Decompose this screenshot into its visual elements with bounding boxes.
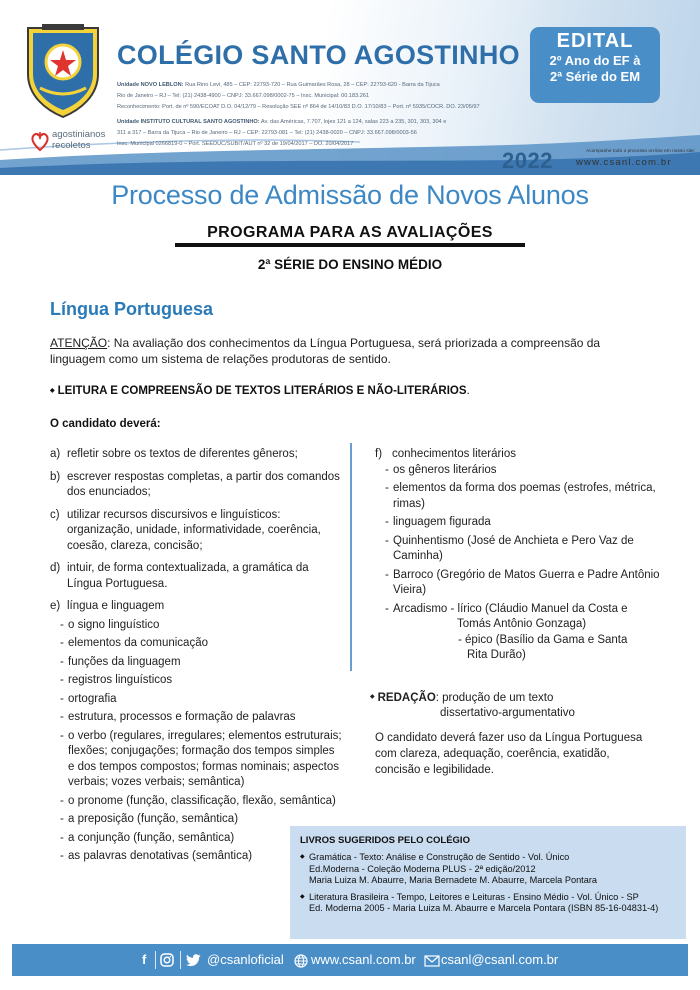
email-icon	[424, 955, 440, 967]
serie-title: 2ª SÉRIE DO ENSINO MÉDIO	[257, 257, 443, 272]
list-item: a) refletir sobre os textos de diferentes gêneros;	[50, 448, 298, 460]
edital-badge	[530, 27, 660, 103]
school-crest-logo	[22, 22, 104, 120]
sub-list-item: - Barroco (Gregório de Matos Guerra e Padre Antônio Vieira)	[385, 568, 660, 596]
list-item: b) escrever respostas completas, a partir dos comandos dos enunciados;	[50, 470, 340, 498]
suggested-books-box	[290, 826, 686, 939]
unit1-address-line-2: Rio de Janeiro – RJ – Tel: (21) 2438-4900 – CNPJ: 33.667.098/0002-75 – Insc. Municipal: 00.183.261	[117, 93, 370, 99]
attention-text: : Na avaliação dos conhecimentos da Língua Portuguesa, será priorizada a compreensão da linguagem como um sistema de relações produtoras de sentido.	[50, 336, 601, 366]
redacao-label: REDAÇÃO	[377, 691, 436, 704]
footer-separator	[155, 951, 156, 969]
edital-title: EDITAL	[556, 30, 634, 52]
header-website-link[interactable]: www.csanl.com.br	[576, 157, 672, 168]
right-column	[375, 447, 660, 664]
redacao-paragraph: O candidato deverá fazer uso da Língua Portuguesa com clareza, adequação, coerência, exatidão, concisão e legibilidade.	[375, 732, 643, 776]
year-label: 2022	[502, 148, 553, 173]
sub-list-item: - os gêneros literários	[385, 463, 497, 476]
unit2-address-line-2: 311 a 317 – Barra da Tijuca – Rio de Janeiro – RJ – CEP: 22793-081 – Tel: (21) 2438-0020 – CNPJ: 33.667.098/0003-56	[117, 130, 417, 136]
arcadismo-epico-line-2: Rita Durão)	[467, 649, 526, 661]
social-handle-link[interactable]: @csanloficial	[207, 952, 284, 967]
unit1-address-line-3: Reconhecimento: Port. de nº 590/ECOAT D.O. 04/12/79 – Resolução SEE nº 864 de 14/10/83 D.O. 17/10/83 – Port. nº 5935/COCR. DO. 23/05/97	[117, 104, 480, 110]
bullet-icon: ◆	[50, 388, 55, 395]
twitter-icon[interactable]	[186, 954, 201, 967]
arcadismo-epico-line-1: - épico (Basílio da Gama e Santa	[458, 633, 628, 646]
list-item: f) conhecimentos literários	[375, 448, 517, 460]
left-column	[50, 447, 342, 865]
attention-label: ATENÇÃO	[50, 336, 108, 350]
books-title: LIVROS SUGERIDOS PELO COLÉGIO	[300, 835, 470, 846]
instagram-icon[interactable]	[160, 953, 174, 967]
sub-list-item: - elementos da forma dos poemas (estrofes, métrica, rimas)	[385, 482, 656, 510]
sub-list-item: - linguagem figurada	[385, 516, 491, 528]
process-title: Processo de Admissão de Novos Alunos	[111, 180, 589, 210]
globe-icon	[294, 954, 308, 968]
list-item: e) língua e linguagem	[50, 600, 165, 612]
bullet-icon: ◆	[300, 893, 305, 900]
list-item: c) utilizar recursos discursivos e linguísticos: organização, unidade, informatividade, coerência, coesão, clareza, concisão;	[50, 508, 321, 552]
heart-icon	[30, 130, 50, 152]
sub-list-item: - ortografia	[60, 692, 117, 705]
column-divider	[350, 443, 352, 671]
unit2-address-line-3: Insc. Municipal 0266819-0 – Port. SEEDUC/SUBIT/AUT nº 32 de 19/04/2017 – DO. 20/04/2017	[117, 141, 354, 147]
footer-bar	[12, 944, 688, 976]
arcadismo-lirico-line-2: Tomás Antônio Gonzaga)	[457, 618, 587, 630]
follow-online-text: Acompanhe todo o processo on-line em nosso site:	[586, 149, 696, 154]
reading-topic-heading: ◆ LEITURA E COMPREENSÃO DE TEXTOS LITERÁRIOS E NÃO-LITERÁRIOS.	[50, 385, 470, 397]
sub-list-item: - o signo linguístico	[60, 618, 160, 631]
bullet-icon: ◆	[370, 694, 375, 700]
header	[0, 0, 700, 175]
list-item: d) intuir, de forma contextualizada, a gramática da Língua Portuguesa.	[50, 562, 309, 590]
sub-list-item: - registros linguísticos	[60, 674, 173, 686]
sub-list-item: - elementos da comunicação	[60, 637, 208, 649]
footer-website-link[interactable]: www.csanl.com.br	[311, 952, 416, 967]
sub-list-item: - Arcadismo - lírico (Cláudio Manuel da Costa e	[385, 602, 628, 615]
book-item: ◆ Gramática - Texto: Análise e Construção de Sentido - Vol. Único Ed.Moderna - Coleção Moderna PLUS - 2ª edição/2012 Maria Luiza M. Abaurre, Maria Bernadete M. Abaurre, Marcela Pontara	[300, 852, 598, 885]
agost-line-2: recoletos	[52, 140, 91, 151]
facebook-icon[interactable]: f	[142, 952, 147, 967]
book-item: ◆ Literatura Brasileira - Tempo, Leitores e Leituras - Ensino Médio - Vol. Único - SP Ed. Moderna 2005 - Maria Luiza M. Abaurre e Marcela Pontara (ISBN 85-16-04831-4)	[300, 891, 659, 913]
sub-list-item: - funções da linguagem	[60, 655, 181, 668]
sub-list-item: - a conjunção (função, semântica)	[60, 831, 235, 844]
program-title: PROGRAMA PARA AS AVALIAÇÕES	[175, 224, 525, 247]
redacao-section: ◆ REDAÇÃO: produção de um texto dissertativo-argumentativo	[370, 690, 660, 722]
sub-list-item: - a preposição (função, semântica)	[60, 813, 239, 825]
sub-list-item: - as palavras denotativas (semântica)	[60, 850, 253, 862]
footer-email-link[interactable]: csanl@csanl.com.br	[441, 952, 559, 967]
bullet-icon: ◆	[300, 854, 305, 860]
edital-line-1: 2º Ano do EF à	[549, 53, 641, 68]
unit1-address-line-1: Unidade NOVO LEBLON: Rua Rino Levi, 485 – CEP: 22793-720 – Rua Guimarães Rosa, 28 – CEP: 22793-620 - Barra da Tijuca	[117, 82, 440, 88]
sub-list-item: - o verbo (regulares, irregulares; elementos estruturais; flexões; conjugações; formação dos tempos simples e dos tempos compostos; formas nominais; aspectos verbais; vozes verbais; semântica)	[60, 729, 342, 788]
attention-paragraph	[50, 335, 655, 367]
redacao-text-line-2: dissertativo-argumentativo	[440, 707, 575, 720]
unit2-address-line-1: Unidade INSTITUTO CULTURAL SANTO AGOSTINHO: Av. das Américas, 7.707, lojes 121 a 124, salas 223 a 235, 301, 303, 304 e	[117, 119, 447, 125]
candidate-heading: O candidato deverá:	[50, 418, 161, 430]
school-name: COLÉGIO SANTO AGOSTINHO	[117, 40, 520, 70]
footer-separator	[180, 951, 181, 969]
edital-line-2: 2ª Série do EM	[549, 69, 641, 84]
subject-heading: Língua Portuguesa	[50, 299, 214, 319]
sub-list-item: - estrutura, processos e formação de palavras	[60, 711, 296, 723]
agostinianos-logo	[30, 128, 110, 156]
agost-line-1: agostinianos	[52, 129, 106, 140]
sub-list-item: - Quinhentismo (José de Anchieta e Pero Vaz de Caminha)	[385, 534, 634, 562]
sub-list-item: - o pronome (função, classificação, flexão, semântica)	[60, 794, 336, 807]
